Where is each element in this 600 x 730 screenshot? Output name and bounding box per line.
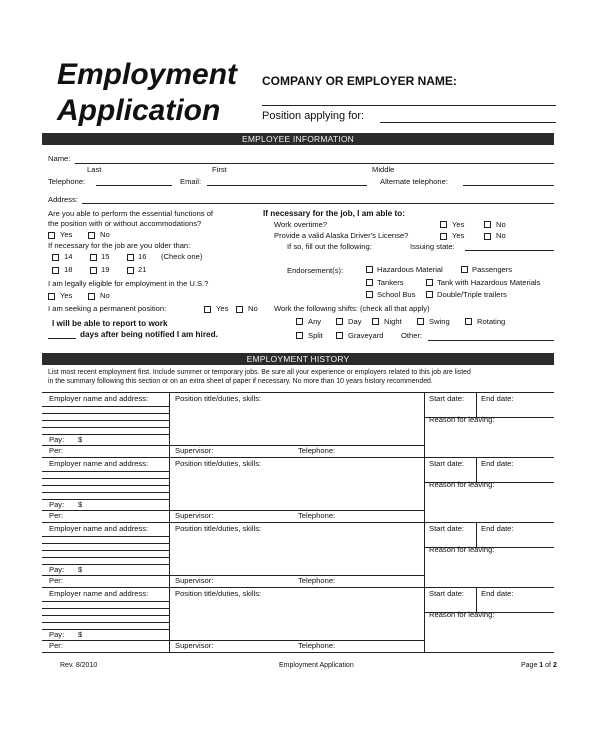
pay-dollar-1: $: [78, 435, 83, 444]
name-label: Name:: [48, 154, 71, 163]
employer-address-line[interactable]: [42, 536, 169, 537]
permanent-yes-checkbox[interactable]: [204, 306, 211, 313]
eligible-question: I am legally eligible for employment in the U.S.?: [48, 279, 209, 288]
shift-other-field[interactable]: [428, 340, 554, 341]
employer-label-3: Employer name and address:: [49, 524, 149, 533]
supervisor-label-1: Supervisor:: [175, 446, 214, 455]
shift-graveyard-checkbox[interactable]: [336, 332, 343, 339]
page-total: 2: [552, 662, 557, 669]
permanent-no-checkbox[interactable]: [236, 306, 243, 313]
telephone-label-2: Telephone:: [298, 511, 336, 520]
history-col-border: [169, 457, 170, 522]
able-to-heading: If necessary for the job, I am able to:: [263, 209, 405, 218]
shift-any-label: Any: [308, 317, 322, 326]
hazardous-label: Hazardous Material: [377, 265, 443, 274]
age-16-label: 16: [138, 252, 147, 261]
employer-address-line[interactable]: [42, 492, 169, 493]
double-triple-label: Double/Triple trailers: [437, 290, 507, 299]
shift-split-checkbox[interactable]: [296, 332, 303, 339]
pay-dollar-3: $: [78, 565, 83, 574]
title-line-1: Employment: [57, 58, 238, 91]
history-col-border: [169, 587, 170, 652]
double-triple-checkbox[interactable]: [426, 291, 433, 298]
title-line-2: Application: [57, 94, 221, 127]
employee-info-header: EMPLOYEE INFORMATION: [42, 133, 554, 145]
history-row-border: [42, 522, 554, 523]
shift-night-label: Night: [384, 317, 402, 326]
tankers-checkbox[interactable]: [366, 279, 373, 286]
shift-swing-checkbox[interactable]: [417, 318, 424, 325]
history-row-border: [42, 392, 554, 393]
age-15-checkbox[interactable]: [90, 254, 97, 261]
shifts-question: Work the following shifts: (check all that apply): [274, 304, 430, 313]
age-19-label: 19: [101, 265, 110, 274]
permanent-yes-label: Yes: [216, 304, 229, 313]
endorsements-label: Endorsement(s):: [287, 266, 344, 275]
history-col-border: [476, 392, 477, 417]
employer-address-line[interactable]: [42, 543, 169, 544]
per-label-4: Per:: [49, 641, 63, 650]
age-19-checkbox[interactable]: [90, 267, 97, 274]
telephone-label: Telephone:: [48, 177, 86, 186]
report-line-1: I will be able to report to work: [52, 319, 168, 328]
age-18-checkbox[interactable]: [52, 267, 59, 274]
reason-label-2: Reason for leaving:: [429, 480, 495, 489]
history-intro-1: List most recent employment first. Include summer or temporary jobs. Be sure all your experience or employers related to this job are listed: [48, 369, 471, 376]
start-date-label-4: Start date:: [429, 589, 465, 598]
history-col-border: [169, 522, 170, 587]
alaska-no-label: No: [496, 231, 506, 240]
supervisor-label-3: Supervisor:: [175, 576, 214, 585]
alaska-question: Provide a valid Alaska Driver's License?: [274, 231, 409, 240]
perform-question-2: the position with or without accommodations?: [48, 219, 202, 228]
position-field[interactable]: [380, 122, 556, 123]
shift-rotating-label: Rotating: [477, 317, 506, 326]
pay-label-3: Pay:: [49, 565, 65, 574]
perform-question: Are you able to perform the essential functions of: [48, 209, 214, 218]
alaska-no-checkbox[interactable]: [484, 233, 491, 240]
permanent-no-label: No: [248, 304, 258, 313]
report-line-2: days after being notified I am hired.: [80, 330, 218, 339]
pay-label-2: Pay:: [49, 500, 65, 509]
tank-hazardous-checkbox[interactable]: [426, 279, 433, 286]
tankers-label: Tankers: [377, 278, 404, 287]
passengers-checkbox[interactable]: [461, 266, 468, 273]
employer-address-line[interactable]: [42, 406, 169, 407]
school-bus-checkbox[interactable]: [366, 291, 373, 298]
employer-address-line[interactable]: [42, 608, 169, 609]
history-col-border: [424, 587, 425, 652]
reason-label-1: Reason for leaving:: [429, 415, 495, 424]
per-label-2: Per:: [49, 511, 63, 520]
shift-night-checkbox[interactable]: [372, 318, 379, 325]
employer-address-line[interactable]: [42, 622, 169, 623]
alaska-yes-label: Yes: [452, 231, 465, 240]
shift-day-checkbox[interactable]: [336, 318, 343, 325]
shift-rotating-checkbox[interactable]: [465, 318, 472, 325]
history-col-border: [424, 522, 425, 587]
perform-yes-label: Yes: [60, 230, 73, 239]
passengers-label: Passengers: [472, 265, 513, 274]
issuing-state-label: Issuing state:: [410, 242, 455, 251]
shift-graveyard-label: Graveyard: [348, 331, 384, 340]
address-field[interactable]: [82, 203, 554, 204]
employer-address-line[interactable]: [42, 413, 169, 414]
telephone-label-4: Telephone:: [298, 641, 336, 650]
position-label-2: Position title/duties, skills:: [175, 459, 262, 468]
email-field[interactable]: [207, 185, 367, 186]
employer-label-1: Employer name and address:: [49, 394, 149, 403]
history-col-border: [476, 457, 477, 482]
page-current: 1: [539, 662, 544, 669]
end-date-label-1: End date:: [481, 394, 514, 403]
overtime-no-checkbox[interactable]: [484, 221, 491, 228]
telephone-label-1: Telephone:: [298, 446, 336, 455]
report-days-field[interactable]: [48, 338, 76, 339]
page-of: of: [543, 662, 553, 669]
age-15-label: 15: [101, 252, 110, 261]
fill-out-label: If so, fill out the following:: [287, 242, 372, 251]
overtime-yes-label: Yes: [452, 220, 465, 229]
hazardous-checkbox[interactable]: [366, 266, 373, 273]
employment-history-header: EMPLOYMENT HISTORY: [42, 353, 554, 365]
shift-any-checkbox[interactable]: [296, 318, 303, 325]
check-one-note: (Check one): [161, 252, 203, 261]
first-label: First: [212, 165, 227, 174]
eligible-yes-label: Yes: [60, 291, 73, 300]
employer-address-line[interactable]: [42, 427, 169, 428]
position-label-3: Position title/duties, skills:: [175, 524, 262, 533]
overtime-yes-checkbox[interactable]: [440, 221, 447, 228]
tank-hazardous-label: Tank with Hazardous Materials: [437, 278, 541, 287]
history-col-border: [476, 522, 477, 547]
eligible-no-label: No: [100, 291, 110, 300]
position-label: Position applying for:: [262, 110, 365, 122]
overtime-question: Work overtime?: [274, 220, 328, 229]
eligible-yes-checkbox[interactable]: [48, 293, 55, 300]
position-label-1: Position title/duties, skills:: [175, 394, 262, 403]
per-label-1: Per:: [49, 446, 63, 455]
supervisor-label-2: Supervisor:: [175, 511, 214, 520]
employer-label-2: Employer name and address:: [49, 459, 149, 468]
permanent-question: I am seeking a permanent position:: [48, 304, 167, 313]
start-date-label-2: Start date:: [429, 459, 465, 468]
telephone-label-3: Telephone:: [298, 576, 336, 585]
alaska-yes-checkbox[interactable]: [440, 233, 447, 240]
company-field[interactable]: [262, 105, 556, 106]
history-row-border: [42, 652, 554, 653]
age-14-label: 14: [64, 252, 73, 261]
history-col-border: [424, 457, 425, 522]
shift-split-label: Split: [308, 331, 323, 340]
age-21-label: 21: [138, 265, 147, 274]
history-intro-2: in the summary following this section or on an extra sheet of paper if necessary. No more than 10 years history recommended.: [48, 378, 433, 385]
shift-day-label: Day: [348, 317, 362, 326]
end-date-label-2: End date:: [481, 459, 514, 468]
age-16-checkbox[interactable]: [127, 254, 134, 261]
history-col-border: [476, 587, 477, 612]
perform-yes-checkbox[interactable]: [48, 232, 55, 239]
perform-no-label: No: [100, 230, 110, 239]
end-date-label-3: End date:: [481, 524, 514, 533]
last-label: Last: [87, 165, 102, 174]
employer-label-4: Employer name and address:: [49, 589, 149, 598]
start-date-label-3: Start date:: [429, 524, 465, 533]
history-row-border: [42, 457, 554, 458]
telephone-field[interactable]: [96, 185, 172, 186]
shift-swing-label: Swing: [429, 317, 450, 326]
page-prefix: Page: [521, 662, 540, 669]
email-label: Email:: [180, 177, 202, 186]
history-col-border: [169, 392, 170, 457]
revision-date: Rev. 8/2010: [60, 662, 98, 669]
perform-no-checkbox[interactable]: [88, 232, 95, 239]
history-col-border: [424, 392, 425, 457]
start-date-label-1: Start date:: [429, 394, 465, 403]
employer-address-line[interactable]: [42, 471, 169, 472]
pay-label-1: Pay:: [49, 435, 65, 444]
company-label: COMPANY OR EMPLOYER NAME:: [262, 74, 457, 88]
age-14-checkbox[interactable]: [52, 254, 59, 261]
reason-label-3: Reason for leaving:: [429, 545, 495, 554]
footer-title: Employment Application: [279, 662, 354, 669]
age-18-label: 18: [64, 265, 73, 274]
overtime-no-label: No: [496, 220, 506, 229]
school-bus-label: School Bus: [377, 290, 416, 299]
employer-address-line[interactable]: [42, 557, 169, 558]
name-field[interactable]: [75, 163, 554, 164]
history-row-border: [42, 587, 554, 588]
pay-label-4: Pay:: [49, 630, 65, 639]
employer-address-line[interactable]: [42, 485, 169, 486]
employer-address-line[interactable]: [42, 601, 169, 602]
pay-dollar-2: $: [78, 500, 83, 509]
employer-address-line[interactable]: [42, 615, 169, 616]
pay-dollar-4: $: [78, 630, 83, 639]
employer-address-line[interactable]: [42, 420, 169, 421]
employer-address-line[interactable]: [42, 478, 169, 479]
reason-label-4: Reason for leaving:: [429, 610, 495, 619]
age-21-checkbox[interactable]: [127, 267, 134, 274]
position-label-4: Position title/duties, skills:: [175, 589, 262, 598]
older-question: If necessary for the job are you older than:: [48, 241, 191, 250]
middle-label: Middle: [372, 165, 395, 174]
end-date-label-4: End date:: [481, 589, 514, 598]
address-label: Address:: [48, 195, 78, 204]
page-number: [521, 662, 557, 669]
employer-address-line[interactable]: [42, 550, 169, 551]
shift-other-label: Other:: [401, 331, 423, 340]
issuing-state-field[interactable]: [465, 250, 554, 251]
per-label-3: Per:: [49, 576, 63, 585]
supervisor-label-4: Supervisor:: [175, 641, 214, 650]
alt-telephone-field[interactable]: [463, 185, 554, 186]
alt-telephone-label: Alternate telephone:: [380, 177, 448, 186]
eligible-no-checkbox[interactable]: [88, 293, 95, 300]
